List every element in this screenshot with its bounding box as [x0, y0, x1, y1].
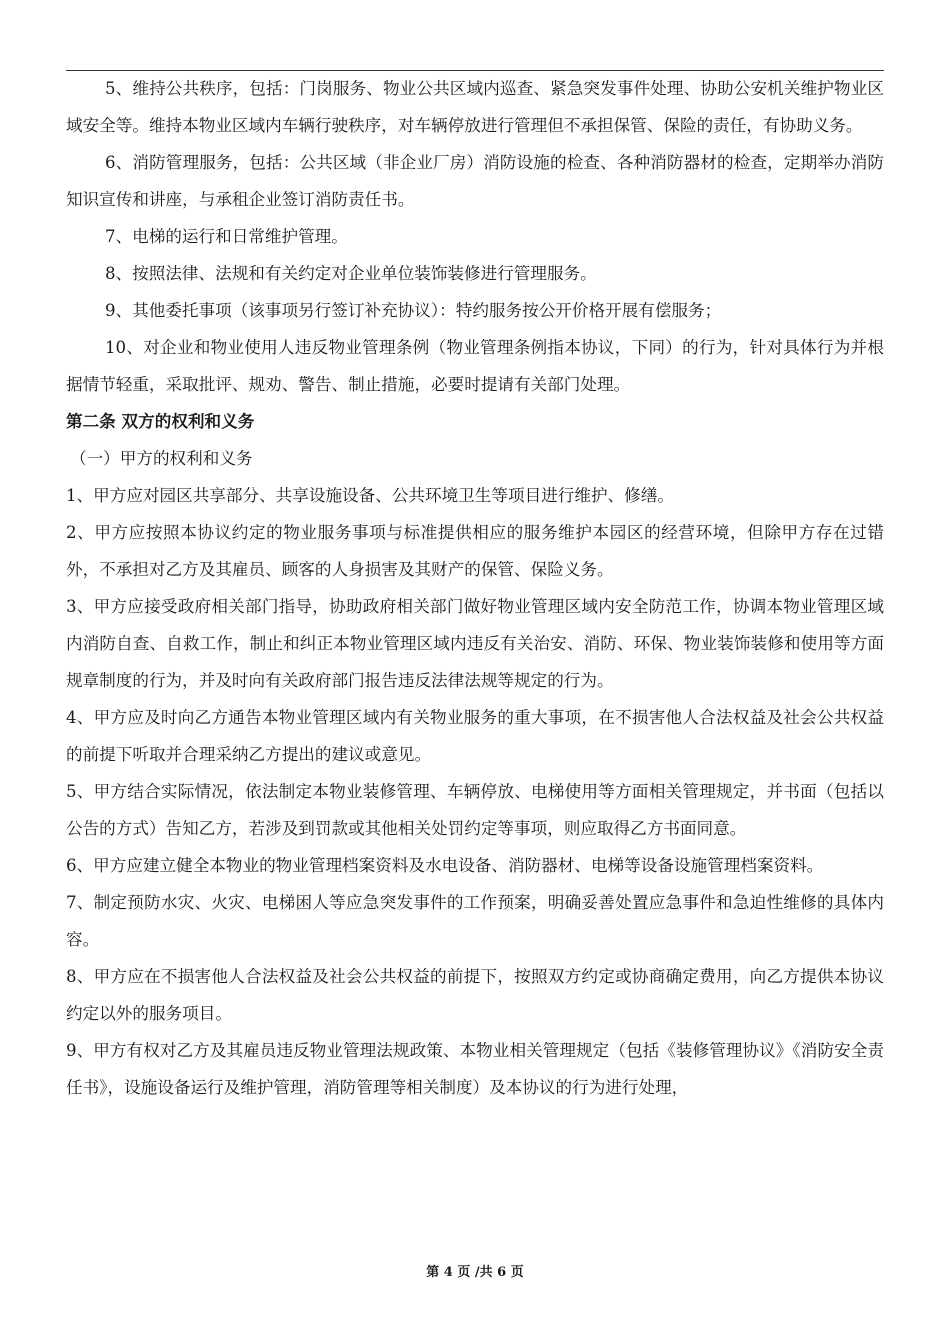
page-number: 第 4 页 /共 6 页: [426, 1265, 524, 1280]
clause: 1、甲方应对园区共享部分、共享设施设备、公共环境卫生等项目进行维护、修缮。: [66, 486, 674, 505]
document-body: [66, 70, 884, 1106]
clause: 6、甲方应建立健全本物业的物业管理档案资料及水电设备、消防器材、电梯等设备设施管理档案资料。: [66, 856, 824, 875]
clause: 9、甲方有权对乙方及其雇员违反物业管理法规政策、本物业相关管理规定（包括《装修管理协议》《消防安全责任书》，设施设备运行及维护管理，消防管理等相关制度）及本协议的行为进行处理，: [66, 1041, 884, 1097]
service-item: 6、消防管理服务，包括：公共区域（非企业厂房）消防设施的检查、各种消防器材的检查，定期举办消防知识宣传和讲座，与承租企业签订消防责任书。: [66, 153, 884, 209]
clause: 4、甲方应及时向乙方通告本物业管理区域内有关物业服务的重大事项，在不损害他人合法权益及社会公共权益的前提下听取并合理采纳乙方提出的建议或意见。: [66, 708, 884, 764]
clause: 5、甲方结合实际情况，依法制定本物业装修管理、车辆停放、电梯使用等方面相关管理规定，并书面（包括以公告的方式）告知乙方，若涉及到罚款或其他相关处罚约定等事项，则应取得乙方书面同意。: [66, 782, 884, 838]
section-subheading: （一）甲方的权利和义务: [70, 449, 253, 468]
service-item: 10、对企业和物业使用人违反物业管理条例（物业管理条例指本协议，下同）的行为，针对具体行为并根据情节轻重，采取批评、规劝、警告、制止措施，必要时提请有关部门处理。: [66, 338, 884, 394]
clause: 2、甲方应按照本协议约定的物业服务事项与标准提供相应的服务维护本园区的经营环境，但除甲方存在过错外，不承担对乙方及其雇员、顾客的人身损害及其财产的保管、保险义务。: [66, 523, 884, 579]
clause: 8、甲方应在不损害他人合法权益及社会公共权益的前提下，按照双方约定或协商确定费用，向乙方提供本协议约定以外的服务项目。: [66, 967, 884, 1023]
service-item: 7、电梯的运行和日常维护管理。: [105, 227, 348, 246]
clause: 3、甲方应接受政府相关部门指导，协助政府相关部门做好物业管理区域内安全防范工作，协调本物业管理区域内消防自查、自救工作，制止和纠正本物业管理区域内违反有关治安、消防、环保、物业装饰装修和使用等方面规章制度的行为，并及时向有关政府部门报告违反法律法规等规定的行为。: [66, 597, 884, 690]
service-item: 8、按照法律、法规和有关约定对企业单位装饰装修进行管理服务。: [105, 264, 597, 283]
service-item: 5、维持公共秩序，包括：门岗服务、物业公共区域内巡查、紧急突发事件处理、协助公安机关维护物业区域安全等。维持本物业区域内车辆行驶秩序，对车辆停放进行管理但不承担保管、保险的责任，有协助义务。: [66, 79, 884, 135]
service-item: 9、其他委托事项（该事项另行签订补充协议）：特约服务按公开价格开展有偿服务；: [105, 301, 722, 320]
clause: 7、制定预防水灾、火灾、电梯困人等应急突发事件的工作预案，明确妥善处置应急事件和急迫性维修的具体内容。: [66, 893, 884, 949]
section-heading: 第二条 双方的权利和义务: [66, 411, 255, 431]
